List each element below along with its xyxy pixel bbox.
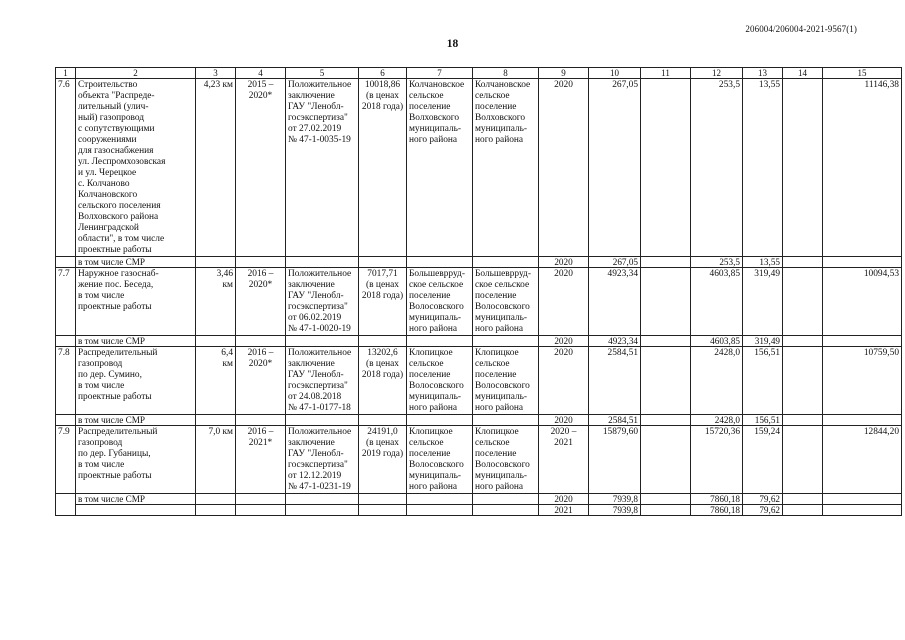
smr-cost xyxy=(359,494,407,505)
smr-year: 2020 xyxy=(539,494,589,505)
estimated-cost: 10018,86 (в ценах 2018 года) xyxy=(359,79,407,257)
construction-period: 2015 – 2020* xyxy=(236,79,286,257)
object-length: 6,4 км xyxy=(196,347,236,415)
customer: Клопицкое сельское поселение Волосовского муниципаль- ного района xyxy=(407,426,473,494)
smr-length xyxy=(196,494,236,505)
smr-other xyxy=(783,494,823,505)
estimated-cost: 13202,6 (в ценах 2018 года) xyxy=(359,347,407,415)
smr-total: 7939,8 xyxy=(589,494,641,505)
smr-label: в том числе СМР xyxy=(76,415,196,426)
smr-row xyxy=(56,415,902,426)
capacity-value: 10759,50 xyxy=(823,347,902,415)
smr2-total: 7939,8 xyxy=(589,505,641,516)
column-number-4: 4 xyxy=(236,68,286,79)
construction-period: 2016 – 2020* xyxy=(236,347,286,415)
smr-row xyxy=(56,336,902,347)
smr-year: 2020 xyxy=(539,257,589,268)
column-number-10: 10 xyxy=(589,68,641,79)
smr-period xyxy=(236,257,286,268)
smr-total: 267,05 xyxy=(589,257,641,268)
smr2-regional: 7860,18 xyxy=(691,505,743,516)
federal-budget xyxy=(641,268,691,336)
object-row xyxy=(56,426,902,494)
expertise-conclusion: Положительное заключение ГАУ "Ленобл- госэкспертиза" от 12.12.2019 № 47-1-0231-19 xyxy=(286,426,359,494)
regional-budget: 253,5 xyxy=(691,79,743,257)
smr-federal xyxy=(641,415,691,426)
smr-expertise xyxy=(286,494,359,505)
financing-year: 2020 xyxy=(539,347,589,415)
column-number-14: 14 xyxy=(783,68,823,79)
smr-length xyxy=(196,336,236,347)
smr-row xyxy=(56,494,902,505)
smr-customer xyxy=(407,494,473,505)
smr-regional: 2428,0 xyxy=(691,415,743,426)
smr2-federal xyxy=(641,505,691,516)
federal-budget xyxy=(641,426,691,494)
row-number: 7.9 xyxy=(56,426,76,494)
column-number-3: 3 xyxy=(196,68,236,79)
smr2-length xyxy=(196,505,236,516)
financing-year: 2020 xyxy=(539,268,589,336)
smr2-capacity xyxy=(823,505,902,516)
smr-label: в том числе СМР xyxy=(76,336,196,347)
estimated-cost: 24191,0 (в ценах 2019 года) xyxy=(359,426,407,494)
financing-year: 2020 – 2021 xyxy=(539,426,589,494)
smr-local: 13,55 xyxy=(743,257,783,268)
smr-cost xyxy=(359,336,407,347)
federal-budget xyxy=(641,79,691,257)
smr-row-2021 xyxy=(56,505,902,516)
column-number-6: 6 xyxy=(359,68,407,79)
smr-expertise xyxy=(286,336,359,347)
smr-period xyxy=(236,415,286,426)
local-budget: 156,51 xyxy=(743,347,783,415)
object-name: Строительство объекта "Распреде- лительный (улич- ный) газопровод с сопутствующими сооружениями для газоснабжения ул. Леспромхозовская и ул. Черецкое с. Колчаново Колчановского сельского поселения Волховского района Ленинградской области", в том числе проектные работы xyxy=(76,79,196,257)
owner: Колчановское сельское поселение Волховского муниципаль- ного района xyxy=(473,79,539,257)
smr2-cost xyxy=(359,505,407,516)
federal-budget xyxy=(641,347,691,415)
column-number-11: 11 xyxy=(641,68,691,79)
object-length: 4,23 км xyxy=(196,79,236,257)
smr-row-number xyxy=(56,336,76,347)
smr-owner xyxy=(473,257,539,268)
investment-table xyxy=(55,67,902,516)
object-name: Наружное газоснаб- жение пос. Беседа, в том числе проектные работы xyxy=(76,268,196,336)
smr-year: 2020 xyxy=(539,336,589,347)
customer: Колчановское сельское поселение Волховского муниципаль- ного района xyxy=(407,79,473,257)
construction-period: 2016 – 2020* xyxy=(236,268,286,336)
smr-other xyxy=(783,415,823,426)
smr-capacity xyxy=(823,494,902,505)
object-length: 3,46 км xyxy=(196,268,236,336)
local-budget: 319,49 xyxy=(743,268,783,336)
column-number-9: 9 xyxy=(539,68,589,79)
row-number: 7.6 xyxy=(56,79,76,257)
smr-regional: 253,5 xyxy=(691,257,743,268)
smr-local: 156,51 xyxy=(743,415,783,426)
expertise-conclusion: Положительное заключение ГАУ "Ленобл- госэкспертиза" от 27.02.2019 № 47-1-0035-19 xyxy=(286,79,359,257)
financing-total: 2584,51 xyxy=(589,347,641,415)
object-row xyxy=(56,268,902,336)
smr2-year: 2021 xyxy=(539,505,589,516)
owner: Большеврруд- ское сельское поселение Волосовского муниципаль- ного района xyxy=(473,268,539,336)
smr-local: 319,49 xyxy=(743,336,783,347)
column-number-8: 8 xyxy=(473,68,539,79)
column-number-12: 12 xyxy=(691,68,743,79)
smr-federal xyxy=(641,257,691,268)
regional-budget: 4603,85 xyxy=(691,268,743,336)
row-number: 7.7 xyxy=(56,268,76,336)
capacity-value: 10094,53 xyxy=(823,268,902,336)
smr-length xyxy=(196,415,236,426)
smr-regional: 7860,18 xyxy=(691,494,743,505)
owner: Клопицкое сельское поселение Волосовского муниципаль- ного района xyxy=(473,347,539,415)
customer: Большеврруд- ское сельское поселение Волосовского муниципаль- ного района xyxy=(407,268,473,336)
object-row xyxy=(56,347,902,415)
smr2-local: 79,62 xyxy=(743,505,783,516)
other-sources xyxy=(783,426,823,494)
smr-customer xyxy=(407,336,473,347)
object-length: 7,0 км xyxy=(196,426,236,494)
smr-owner xyxy=(473,494,539,505)
smr2-other xyxy=(783,505,823,516)
column-number-7: 7 xyxy=(407,68,473,79)
row-number: 7.8 xyxy=(56,347,76,415)
smr-capacity xyxy=(823,415,902,426)
smr2-owner xyxy=(473,505,539,516)
smr-regional: 4603,85 xyxy=(691,336,743,347)
smr-period xyxy=(236,494,286,505)
column-number-15: 15 xyxy=(823,68,902,79)
smr-row-number xyxy=(56,257,76,268)
smr-capacity xyxy=(823,336,902,347)
smr-owner xyxy=(473,415,539,426)
smr-period xyxy=(236,336,286,347)
smr-label: в том числе СМР xyxy=(76,494,196,505)
smr2-customer xyxy=(407,505,473,516)
smr-other xyxy=(783,257,823,268)
financing-total: 4923,34 xyxy=(589,268,641,336)
customer: Клопицкое сельское поселение Волосовского муниципаль- ного района xyxy=(407,347,473,415)
smr-customer xyxy=(407,257,473,268)
other-sources xyxy=(783,79,823,257)
smr-year: 2020 xyxy=(539,415,589,426)
smr-owner xyxy=(473,336,539,347)
document-code: 206004/206004-2021-9567(1) xyxy=(745,24,857,34)
smr-cost xyxy=(359,257,407,268)
smr2-label xyxy=(76,505,196,516)
smr-cost xyxy=(359,415,407,426)
other-sources xyxy=(783,347,823,415)
smr-capacity xyxy=(823,257,902,268)
smr-federal xyxy=(641,336,691,347)
local-budget: 159,24 xyxy=(743,426,783,494)
owner: Клопицкое сельское поселение Волосовского муниципаль- ного района xyxy=(473,426,539,494)
smr2-expertise xyxy=(286,505,359,516)
estimated-cost: 7017,71 (в ценах 2018 года) xyxy=(359,268,407,336)
smr-row xyxy=(56,257,902,268)
regional-budget: 15720,36 xyxy=(691,426,743,494)
smr-total: 4923,34 xyxy=(589,336,641,347)
smr-expertise xyxy=(286,257,359,268)
column-number-5: 5 xyxy=(286,68,359,79)
smr-label: в том числе СМР xyxy=(76,257,196,268)
expertise-conclusion: Положительное заключение ГАУ "Ленобл- госэкспертиза" от 24.08.2018 № 47-1-0177-18 xyxy=(286,347,359,415)
smr-federal xyxy=(641,494,691,505)
financing-total: 267,05 xyxy=(589,79,641,257)
page-number: 18 xyxy=(446,38,459,50)
smr-expertise xyxy=(286,415,359,426)
column-number-row xyxy=(56,68,902,79)
object-name: Распределительный газопровод по дер. Губаницы, в том числе проектные работы xyxy=(76,426,196,494)
object-name: Распределительный газопровод по дер. Сумино, в том числе проектные работы xyxy=(76,347,196,415)
smr-total: 2584,51 xyxy=(589,415,641,426)
column-number-1: 1 xyxy=(56,68,76,79)
smr-other xyxy=(783,336,823,347)
smr2-period xyxy=(236,505,286,516)
financing-year: 2020 xyxy=(539,79,589,257)
capacity-value: 12844,20 xyxy=(823,426,902,494)
regional-budget: 2428,0 xyxy=(691,347,743,415)
smr-local: 79,62 xyxy=(743,494,783,505)
expertise-conclusion: Положительное заключение ГАУ "Ленобл- госэкспертиза" от 06.02.2019 № 47-1-0020-19 xyxy=(286,268,359,336)
smr-customer xyxy=(407,415,473,426)
smr-length xyxy=(196,257,236,268)
capacity-value: 11146,38 xyxy=(823,79,902,257)
local-budget: 13,55 xyxy=(743,79,783,257)
column-number-13: 13 xyxy=(743,68,783,79)
smr-row-number xyxy=(56,494,76,516)
construction-period: 2016 – 2021* xyxy=(236,426,286,494)
other-sources xyxy=(783,268,823,336)
column-number-2: 2 xyxy=(76,68,196,79)
smr-row-number xyxy=(56,415,76,426)
object-row xyxy=(56,79,902,257)
financing-total: 15879,60 xyxy=(589,426,641,494)
